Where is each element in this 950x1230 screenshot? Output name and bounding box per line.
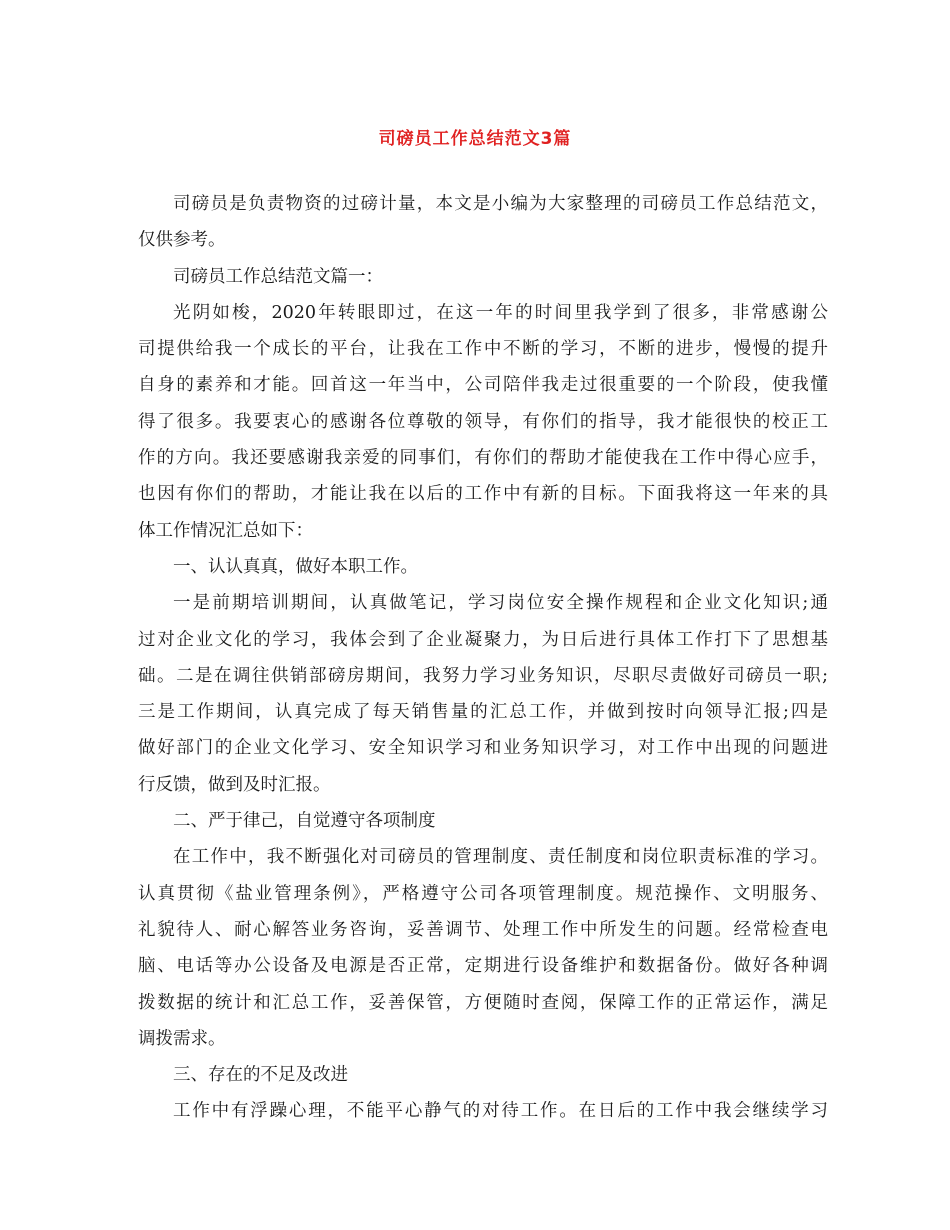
text-line: 拨数据的统计和汇总工作，妥善保管，方便随时查阅，保障工作的正常运作，满足 bbox=[138, 992, 828, 1013]
text-line: 自身的素养和才能。回首这一年当中，公司陪伴我走过很重要的一个阶段，使我懂 bbox=[138, 375, 828, 396]
text-line: 二、严于律己，自觉遵守各项制度 bbox=[173, 811, 436, 832]
text-line: 得了很多。我要衷心的感谢各位尊敬的领导，有你们的指导，我才能很快的校正工 bbox=[138, 411, 828, 432]
text-line: 作的方向。我还要感谢我亲爱的同事们，有你们的帮助才能使我在工作中得心应手， bbox=[138, 448, 828, 469]
text-line: 一、认认真真，做好本职工作。 bbox=[173, 556, 418, 577]
document-body bbox=[138, 186, 828, 1130]
text-line: 三、存在的不足及改进 bbox=[173, 1065, 348, 1086]
text-line: 礼貌待人、耐心解答业务咨询，妥善调节、处理工作中所发生的问题。经常检查电 bbox=[138, 919, 828, 940]
text-line: 司磅员是负责物资的过磅计量，本文是小编为大家整理的司磅员工作总结范文， bbox=[173, 194, 828, 214]
text-line: 行反馈，做到及时汇报。 bbox=[138, 774, 331, 795]
text-line: 工作中有浮躁心理，不能平心静气的对待工作。在日后的工作中我会继续学习 bbox=[173, 1101, 828, 1122]
text-line: 体工作情况汇总如下： bbox=[138, 520, 313, 541]
text-line: 础。二是在调往供销部磅房期间，我努力学习业务知识，尽职尽责做好司磅员一职; bbox=[138, 665, 828, 686]
text-line: 脑、电话等办公设备及电源是否正常，定期进行设备维护和数据备份。做好各种调 bbox=[138, 956, 828, 977]
text-line: 司提供给我一个成长的平台，让我在工作中不断的学习，不断的进步，慢慢的提升 bbox=[138, 339, 828, 360]
text-line: 过对企业文化的学习，我体会到了企业凝聚力，为日后进行具体工作打下了思想基 bbox=[138, 629, 828, 650]
text-line: 一是前期培训期间，认真做笔记，学习岗位安全操作规程和企业文化知识;通 bbox=[173, 593, 828, 614]
text-line: 在工作中，我不断强化对司磅员的管理制度、责任制度和岗位职责标准的学习。 bbox=[173, 847, 828, 868]
text-line: 光阴如梭，2020年转眼即过，在这一年的时间里我学到了很多，非常感谢公 bbox=[173, 302, 828, 323]
text-line: 做好部门的企业文化学习、安全知识学习和业务知识学习，对工作中出现的问题进 bbox=[138, 738, 828, 759]
text-line: 三是工作期间，认真完成了每天销售量的汇总工作，并做到按时向领导汇报;四是 bbox=[138, 702, 828, 723]
text-line: 也因有你们的帮助，才能让我在以后的工作中有新的目标。下面我将这一年来的具 bbox=[138, 484, 828, 505]
text-line: 认真贯彻《盐业管理条例》，严格遵守公司各项管理制度。规范操作、文明服务、 bbox=[138, 883, 828, 904]
text-line: 司磅员工作总结范文篇一： bbox=[173, 266, 383, 287]
text-line: 仅供参考。 bbox=[138, 230, 226, 251]
text-line: 调拨需求。 bbox=[138, 1028, 226, 1049]
document-title: 司磅员工作总结范文3篇 bbox=[378, 129, 572, 149]
